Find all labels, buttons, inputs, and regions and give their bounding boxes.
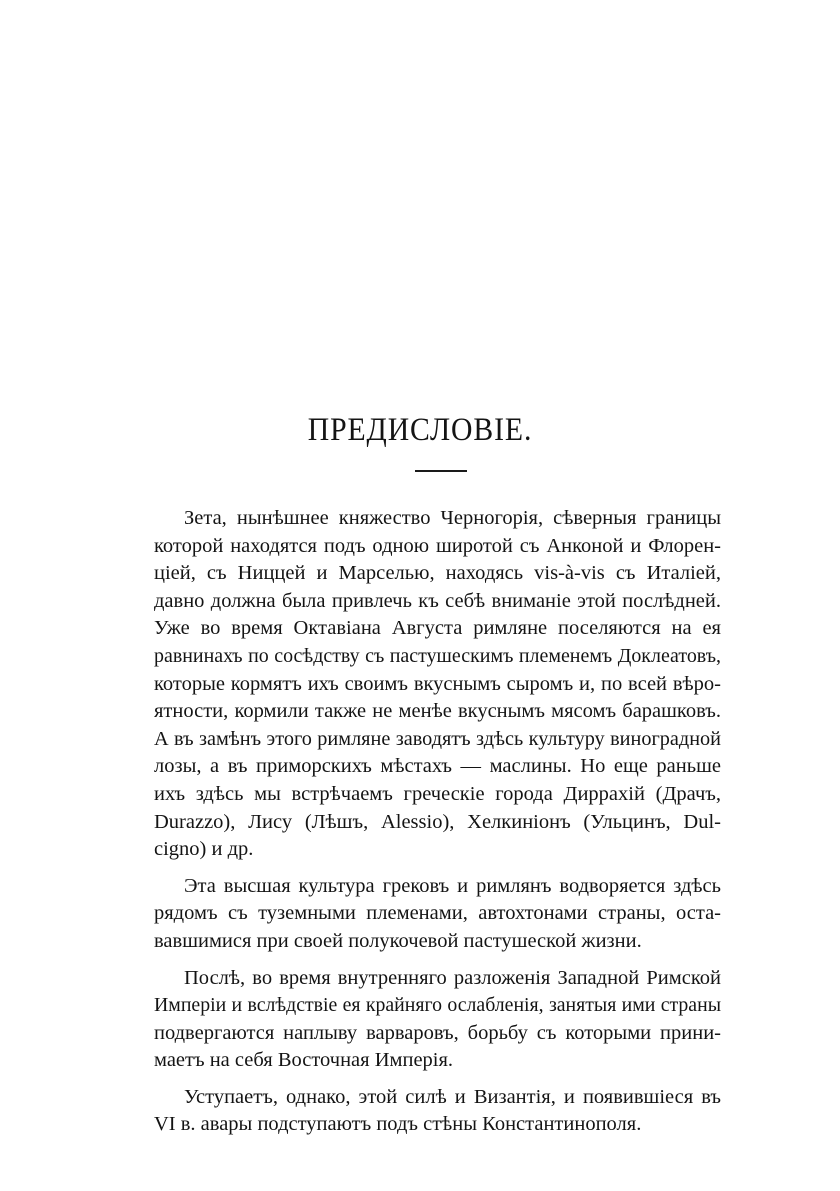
text-line: ятности, кормили также не менѣе вкуснымъ мясомъ барашковъ. xyxy=(154,700,721,723)
text-line: которой находятся подъ одною широтой съ Анконой и Флорен- xyxy=(154,534,721,557)
text-line: лозы, а въ приморскихъ мѣстахъ — маслины. Но еще раньше xyxy=(154,755,721,778)
title-divider xyxy=(415,470,467,472)
text-line: А въ замѣнъ этого римляне заводятъ здѣсь культуру виноградной xyxy=(154,727,721,750)
text-line: VI в. авары подступаютъ подъ стѣны Константинополя. xyxy=(154,1113,642,1136)
paragraph xyxy=(154,505,721,864)
text-line: Эта высшая культура грековъ и римлянъ водворяется здѣсь xyxy=(184,874,721,897)
text-line: ціей, съ Ниццей и Марселью, находясь vis-à-vis съ Италіей, xyxy=(154,562,721,585)
text-line: cigno) и др. xyxy=(154,838,254,861)
paragraph-gap xyxy=(154,956,721,965)
text-line: рядомъ съ туземными племенами, автохтонами страны, оста- xyxy=(154,902,721,925)
text-line: маетъ на себя Восточная Имперія. xyxy=(154,1049,454,1072)
text-line: Послѣ, во время внутренняго разложенія Западной Римской xyxy=(184,966,721,989)
paragraph-gap xyxy=(154,1075,721,1084)
text-line: Уступаетъ, однако, этой силѣ и Византія, и появившіеся въ xyxy=(184,1085,721,1108)
text-line: ихъ здѣсь мы встрѣчаемъ греческіе города Диррахій (Драчъ, xyxy=(154,782,721,805)
paragraph-gap xyxy=(154,864,721,873)
text-line: вавшимися при своей полукочевой пастушеской жизни. xyxy=(154,929,642,952)
paragraph xyxy=(154,1084,721,1139)
text-line: Уже во время Октавіана Августа римляне поселяются на ея xyxy=(154,617,721,640)
text-line: равнинахъ по сосѣдству съ пастушескимъ племенемъ Доклеатовъ, xyxy=(154,644,721,667)
body-text xyxy=(154,505,721,1139)
page-title: ПРЕДИСЛОВІЕ. xyxy=(307,412,533,448)
text-line: которые кормятъ ихъ своимъ вкуснымъ сыромъ и, по всей вѣро- xyxy=(154,672,721,695)
text-line: давно должна была привлечь къ себѣ вниманіе этой послѣдней. xyxy=(154,589,721,612)
text-line: Имперіи и вслѣдствіе ея крайняго ослабленія, занятыя ими страны xyxy=(154,994,721,1017)
paragraph xyxy=(154,965,721,1075)
paragraph xyxy=(154,873,721,956)
text-line: Зета, нынѣшнее княжество Черногорія, сѣверныя границы xyxy=(184,507,721,529)
text-line: подвергаются наплыву варваровъ, борьбу съ которыми прини- xyxy=(154,1021,721,1044)
text-line: Durazzo), Лису (Лѣшъ, Alessio), Хелкиніонъ (Ульцинъ, Dul- xyxy=(154,810,721,833)
